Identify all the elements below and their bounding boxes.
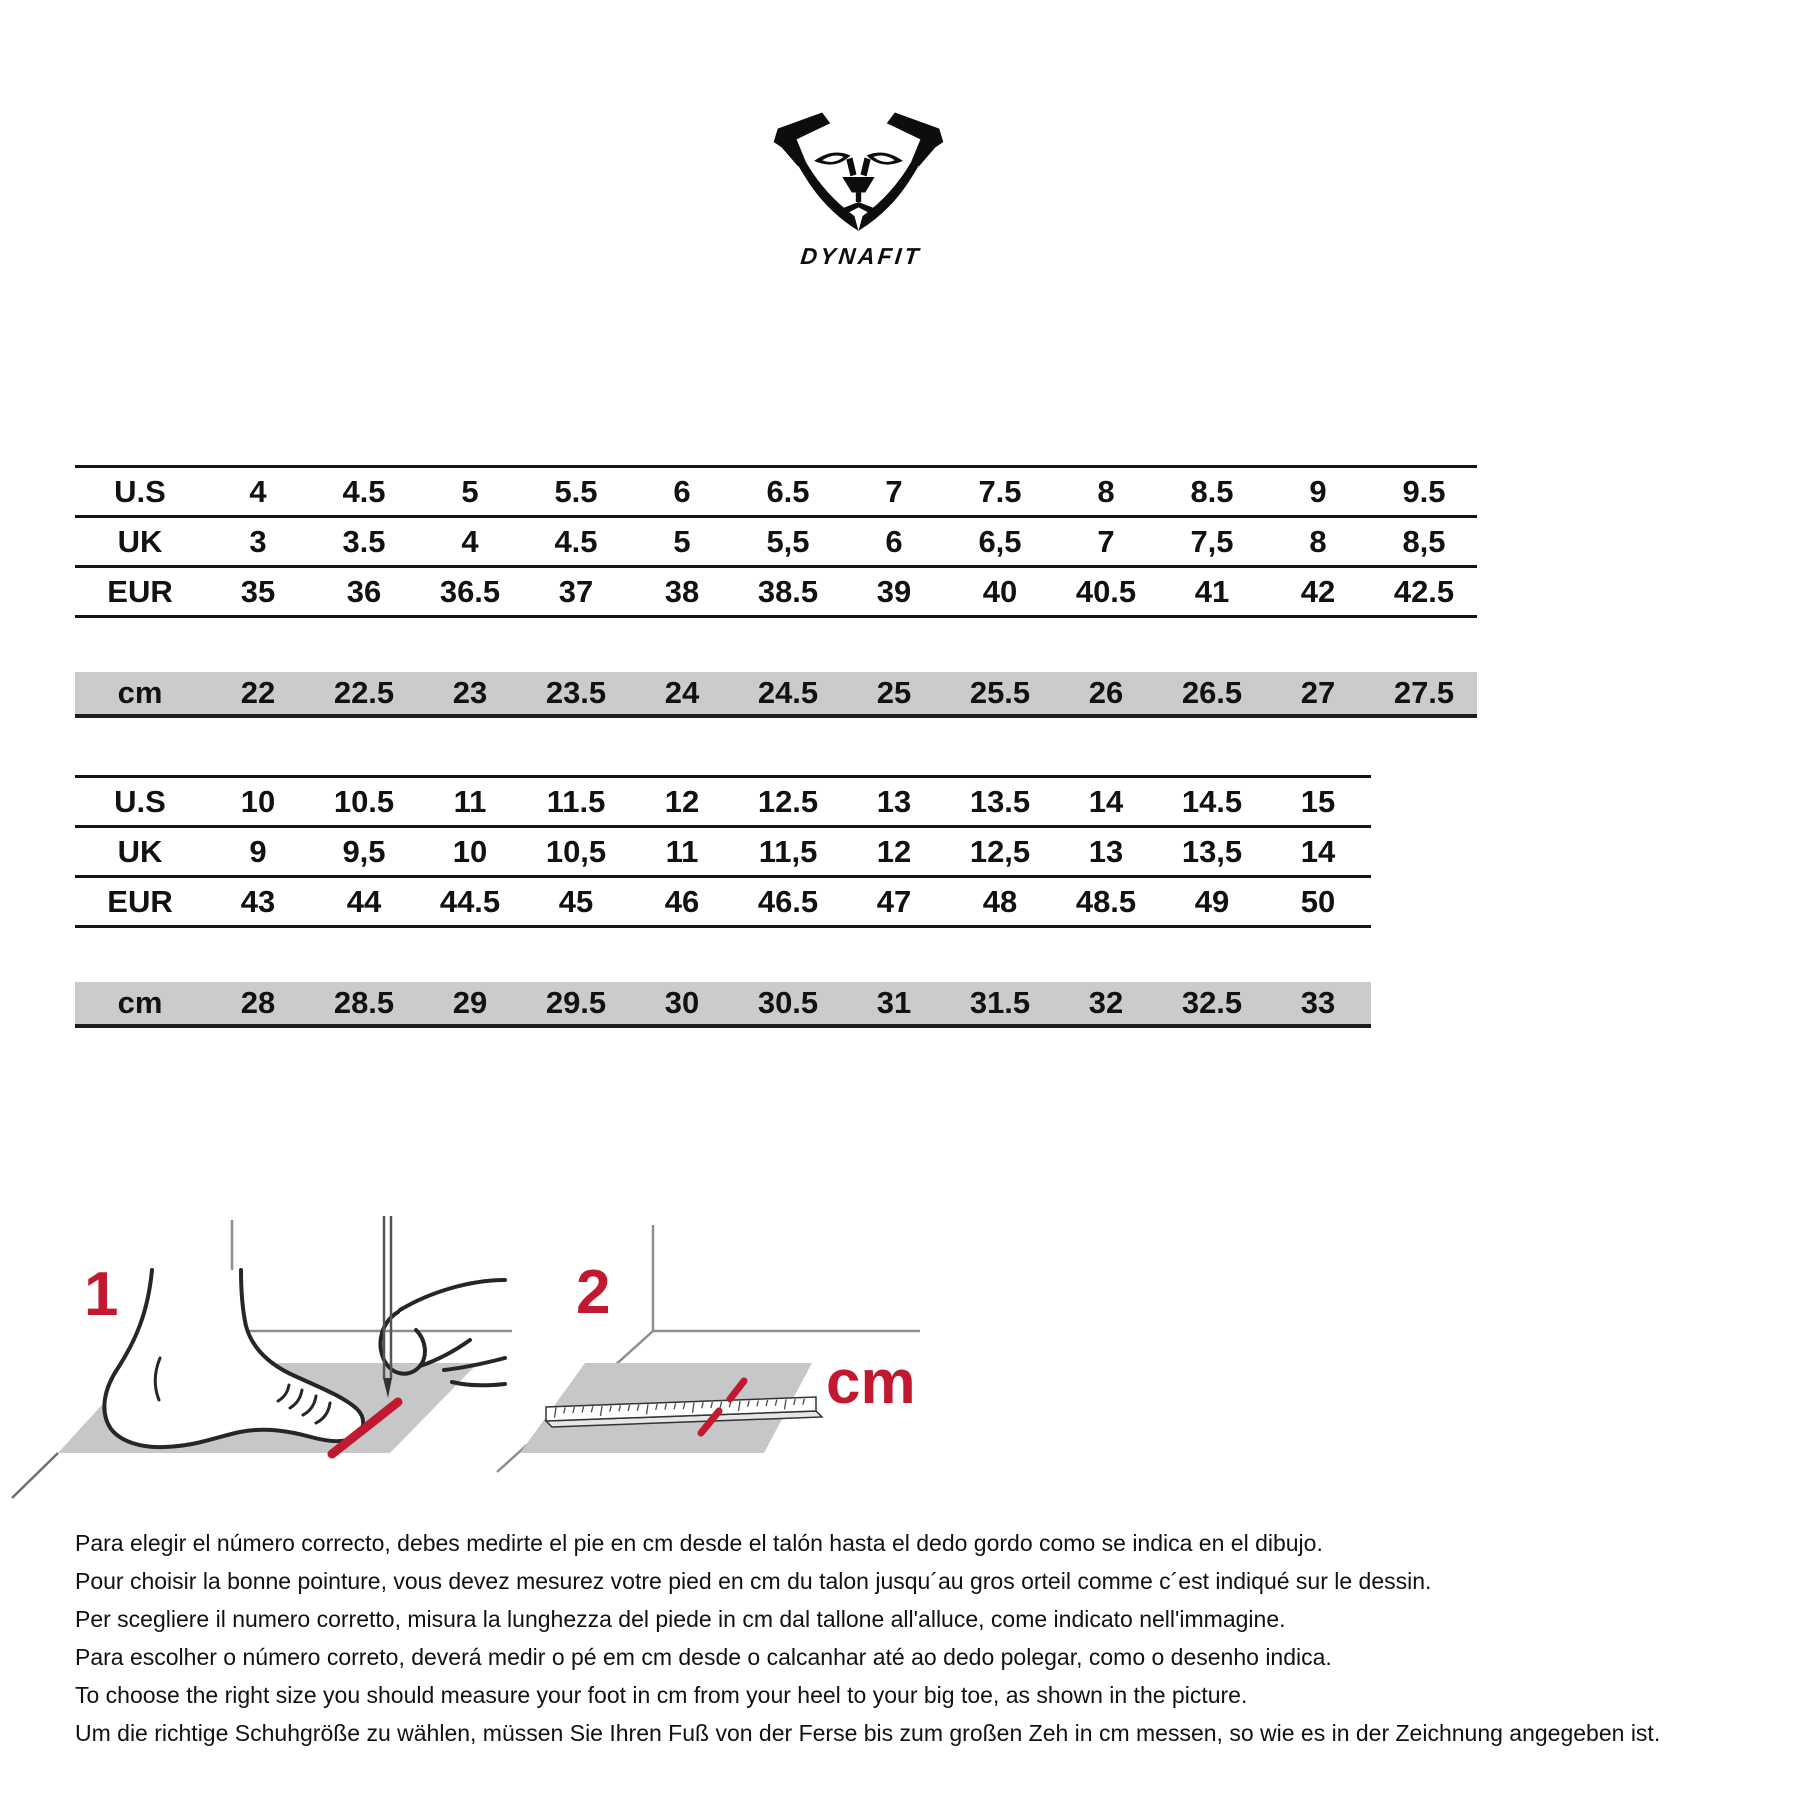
row-label: EUR: [107, 574, 173, 609]
size-value: 23: [452, 675, 488, 710]
row-label: EUR: [107, 884, 173, 919]
size-value: 12.5: [757, 784, 819, 819]
size-value: 28: [240, 985, 276, 1020]
size-row-uk: [75, 518, 1477, 568]
step-1-number: 1: [84, 1260, 119, 1329]
size-value: 4.5: [554, 524, 598, 559]
size-value: 27.5: [1393, 675, 1455, 710]
cm-bar-lower: [75, 982, 1371, 1028]
size-value: 14.5: [1181, 784, 1243, 819]
size-value: 26.5: [1181, 675, 1243, 710]
size-value: 40: [982, 574, 1018, 609]
size-value: 26: [1088, 675, 1124, 710]
step-2-number: 2: [576, 1258, 611, 1327]
instruction-line-pt: Para escolher o número correto, deverá medir o pé em cm desde o calcanhar até ao dedo polegar, como o desenho indica.: [75, 1644, 1332, 1670]
size-value: 48.5: [1075, 884, 1137, 919]
cm-row: [75, 982, 1371, 1024]
size-value: 25.5: [969, 675, 1031, 710]
size-value: 4: [461, 524, 479, 559]
size-value: 13: [1088, 834, 1124, 869]
size-value: 13: [876, 784, 912, 819]
logo-mouth: [840, 202, 878, 215]
size-value: 9: [249, 834, 267, 869]
size-value: 46: [664, 884, 700, 919]
size-value: 25: [876, 675, 912, 710]
size-value: 11.5: [546, 784, 606, 819]
row-label: cm: [117, 985, 163, 1020]
logo-right-jaw: [859, 162, 920, 231]
size-value: 43: [240, 884, 276, 919]
size-value: 14: [1088, 784, 1124, 819]
size-value: 38: [664, 574, 700, 609]
cm-row: [75, 672, 1477, 714]
size-row-us: [75, 778, 1371, 828]
size-value: 8.5: [1190, 474, 1234, 509]
size-value: 12,5: [969, 834, 1031, 869]
size-value: 5,5: [766, 524, 810, 559]
size-value: 11: [665, 834, 699, 869]
size-value: 3.5: [342, 524, 386, 559]
size-value: 24: [664, 675, 700, 710]
size-value: 37: [558, 574, 594, 609]
size-value: 5: [461, 474, 479, 509]
size-value: 6,5: [978, 524, 1022, 559]
size-value: 48: [982, 884, 1018, 919]
size-value: 6: [673, 474, 691, 509]
row-label: U.S: [114, 474, 166, 509]
size-table-lower: [75, 775, 1371, 928]
instruction-line-fr: Pour choisir la bonne pointure, vous devez mesurez votre pied en cm du talon jusqu´au gros orteil comme c´est indiqué sur le dessin.: [75, 1568, 1432, 1594]
size-value: 6: [885, 524, 903, 559]
size-value: 10.5: [333, 784, 395, 819]
size-value: 36.5: [439, 574, 501, 609]
size-value: 33: [1300, 985, 1336, 1020]
size-value: 38.5: [757, 574, 819, 609]
size-value: 47: [876, 884, 912, 919]
cm-bar-upper: [75, 672, 1477, 718]
foot-outline: [104, 1270, 363, 1447]
size-value: 8: [1309, 524, 1327, 559]
size-value: 46.5: [757, 884, 819, 919]
size-value: 42: [1300, 574, 1336, 609]
foot-measurement-illustration: [0, 1120, 1100, 1510]
size-value: 44: [346, 884, 382, 919]
size-value: 10: [240, 784, 276, 819]
size-value: 9: [1309, 474, 1327, 509]
instruction-line-de: Um die richtige Schuhgröße zu wählen, müssen Sie Ihren Fuß von der Ferse bis zum großen Zeh in cm messen, so wie es in der Zeichnung angegeben ist.: [75, 1720, 1661, 1746]
size-value: 49: [1194, 884, 1230, 919]
cm-unit-label: cm: [826, 1348, 916, 1417]
size-value: 41: [1194, 574, 1230, 609]
size-value: 36: [346, 574, 382, 609]
logo-nose: [842, 177, 874, 192]
size-value: 7.5: [978, 474, 1022, 509]
size-value: 7: [885, 474, 903, 509]
size-value: 29: [452, 985, 488, 1020]
size-value: 32.5: [1181, 985, 1243, 1020]
dynafit-snow-leopard-logo-icon: [771, 106, 946, 236]
size-value: 42.5: [1393, 574, 1455, 609]
size-value: 13.5: [969, 784, 1031, 819]
size-value: 30.5: [757, 985, 819, 1020]
foot-measure-step1-illustration: [12, 1216, 512, 1498]
brand-wordmark: DYNAFIT: [799, 243, 923, 269]
size-value: 31: [876, 985, 912, 1020]
size-row-eur: [75, 568, 1477, 618]
size-value: 29.5: [545, 985, 607, 1020]
size-value: 6.5: [766, 474, 810, 509]
size-value: 22.5: [333, 675, 395, 710]
size-row-uk: [75, 828, 1371, 878]
size-value: 31.5: [969, 985, 1031, 1020]
size-value: 13,5: [1181, 834, 1243, 869]
size-value: 32: [1088, 985, 1124, 1020]
size-value: 28.5: [333, 985, 395, 1020]
row-label: UK: [117, 834, 163, 869]
size-value: 35: [240, 574, 276, 609]
size-value: 9,5: [342, 834, 386, 869]
logo-left-jaw: [798, 162, 859, 231]
size-value: 44.5: [439, 884, 501, 919]
size-value: 14: [1300, 834, 1336, 869]
row-label: U.S: [114, 784, 166, 819]
size-value: 50: [1300, 884, 1336, 919]
size-row-us: [75, 468, 1477, 518]
instructions-block: [75, 1524, 1781, 1752]
instruction-line-en: To choose the right size you should measure your foot in cm from your heel to your big toe, as shown in the picture.: [75, 1682, 1248, 1708]
instruction-line-it: Per scegliere il numero corretto, misura la lunghezza del piede in cm dal tallone all'alluce, come indicato nell'immagine.: [75, 1606, 1286, 1632]
size-value: 30: [664, 985, 700, 1020]
size-value: 15: [1300, 784, 1336, 819]
size-value: 10: [452, 834, 488, 869]
size-value: 24.5: [757, 675, 819, 710]
size-value: 5.5: [554, 474, 598, 509]
size-value: 27: [1300, 675, 1336, 710]
size-value: 11,5: [758, 834, 818, 869]
size-value: 45: [558, 884, 594, 919]
size-value: 4.5: [342, 474, 386, 509]
size-value: 22: [240, 675, 276, 710]
row-label: cm: [117, 675, 163, 710]
size-value: 8: [1097, 474, 1115, 509]
instruction-line-es: Para elegir el número correcto, debes medirte el pie en cm desde el talón hasta el dedo gordo como se indica en el dibujo.: [75, 1530, 1323, 1556]
size-value: 3: [249, 524, 267, 559]
size-value: 7: [1097, 524, 1115, 559]
size-value: 40.5: [1075, 574, 1137, 609]
size-value: 8,5: [1402, 524, 1446, 559]
size-value: 11: [453, 784, 487, 819]
size-row-eur: [75, 878, 1371, 928]
size-value: 5: [673, 524, 691, 559]
size-value: 9.5: [1402, 474, 1446, 509]
size-value: 12: [664, 784, 700, 819]
row-label: UK: [117, 524, 163, 559]
size-value: 39: [876, 574, 912, 609]
size-value: 23.5: [545, 675, 607, 710]
size-table-upper: [75, 465, 1477, 618]
size-value: 12: [876, 834, 912, 869]
size-value: 7,5: [1190, 524, 1234, 559]
size-value: 4: [249, 474, 267, 509]
size-value: 10,5: [545, 834, 607, 869]
